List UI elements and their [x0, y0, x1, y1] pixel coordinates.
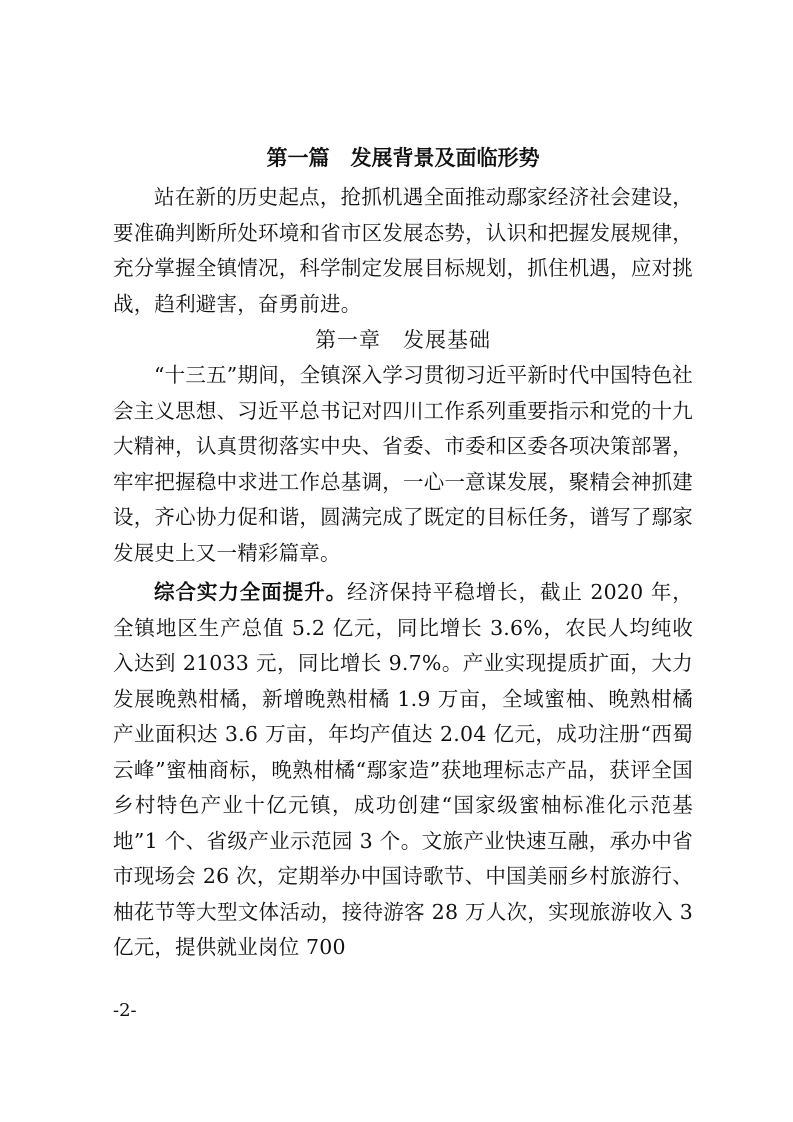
section-paragraph [113, 575, 693, 966]
section-body: 经济保持平稳增长，截止 2020 年，全镇地区生产总值 5.2 亿元，同比增长 3.6%，农民人均纯收入达到 21033 元，同比增长 9.7%。产业实现提质扩面，大力发展晚熟柑橘，新增晚熟柑橘 1.9 万亩，全域蜜柚、晚熟柑橘产业面积达 3.6 万亩，年均产值达 2.04 亿元，成功注册“西蜀云峰”蜜柚商标，晚熟柑橘“鄢家造”获地理标志产品，获评全国乡村特色产业十亿元镇，成功创建“国家级蜜柚标准化示范基地”1 个、省级产业示范园 3 个。文旅产业快速互融，承办中省市现场会 26 次，定期举办中国诗歌节、中国美丽乡村旅游行、柚花节等大型文体活动，接待游客 28 万人次，实现旅游收入 3 亿元，提供就业岗位 700 [113, 580, 693, 959]
chapter-paragraph: “十三五”期间，全镇深入学习贯彻习近平新时代中国特色社会主义思想、习近平总书记对四川工作系列重要指示和党的十九大精神，认真贯彻落实中央、省委、市委和区委各项决策部署，牢牢把握稳中求进工作总基调，一心一意谋发展，聚精会神抓建设，齐心协力促和谐，圆满完成了既定的目标任务，谱写了鄢家发展史上又一精彩篇章。 [113, 363, 693, 565]
part-title: 第一篇 发展背景及面临形势 [266, 146, 540, 170]
chapter-title: 第一章 发展基础 [315, 328, 491, 352]
intro-paragraph: 站在新的历史起点，抢抓机遇全面推动鄢家经济社会建设，要准确判断所处环境和省市区发展态势，认识和把握发展规律，充分掌握全镇情况，科学制定发展目标规划，抓住机遇，应对挑战，趋利避害，奋勇前进。 [113, 185, 693, 316]
section-lead: 综合实力全面提升。 [154, 580, 348, 604]
document-body [113, 142, 693, 966]
page-number: -2- [113, 1000, 137, 1021]
